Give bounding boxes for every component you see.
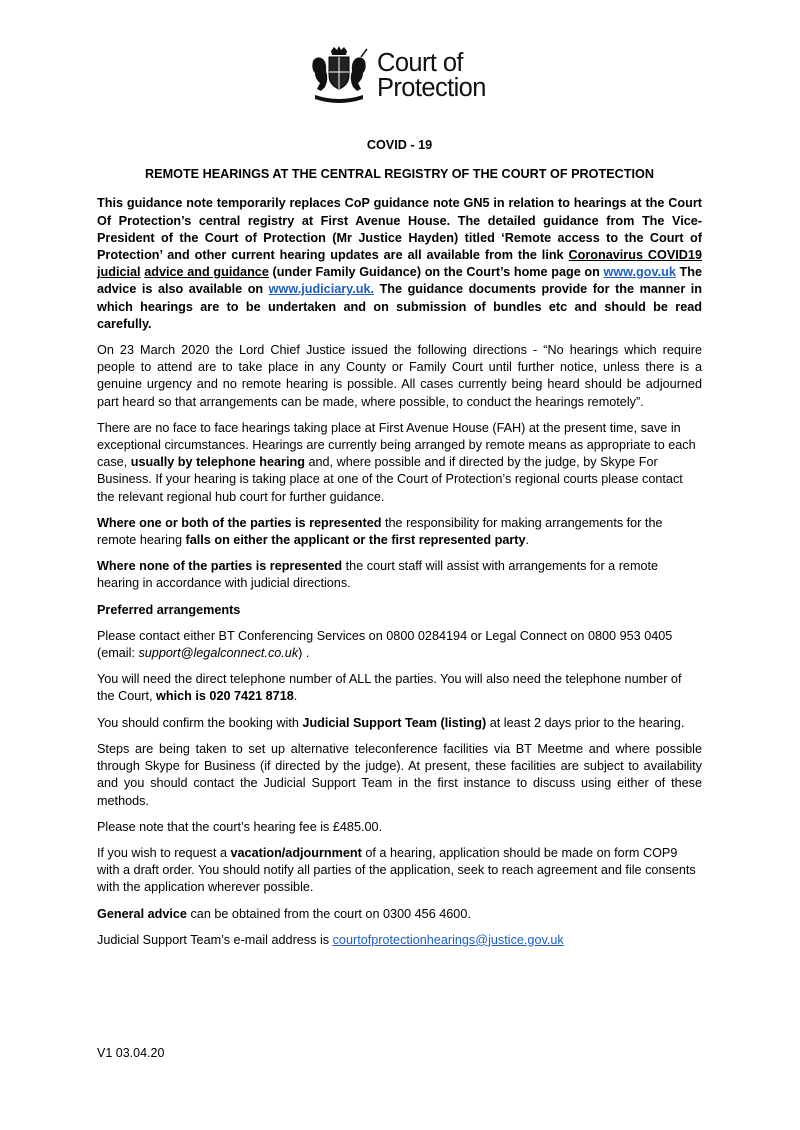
confirm-text-1: You should confirm the booking with <box>97 715 303 730</box>
steps-paragraph: Steps are being taken to set up alternative teleconference facilities via BT Meetme and where possible through Skype for Business (if directed by the judge). At present, these facilities are subject to availability and you should contact the Judicial Support Team in the first instance to discuss using either of these methods. <box>97 741 702 808</box>
fee-paragraph: Please note that the court’s hearing fee is £485.00. <box>97 819 383 834</box>
contact-text-1: Please contact either BT Conferencing Services on 0800 0284194 or Legal Connect on 0800 953 0405 (email: <box>97 628 673 661</box>
phone-paragraph <box>97 671 702 705</box>
general-advice-paragraph <box>97 906 702 923</box>
covid-guidance-link[interactable]: Coronavirus COVID19 judicial <box>97 248 702 280</box>
represented-bold-2: falls on either the applicant or the first represented party <box>185 533 526 548</box>
represented-bold-1: Where one or both of the parties is represented <box>97 515 382 530</box>
judicial-support-team-listing: Judicial Support Team (listing) <box>302 715 487 730</box>
court-email-link[interactable]: courtofprotectionhearings@justice.gov.uk <box>332 932 564 947</box>
none-represented-text: the court staff will assist with arrangements for a remote hearing in accordance with judicial directions. <box>97 559 659 591</box>
general-advice-bold: General advice <box>97 906 187 921</box>
fah-text-2: and, where possible and if directed by the judge, by Skype For Business. If your hearing is taking place at one of the Court of Protection’s regional courts please contact the relevant regional hub court for further guidance. <box>97 455 683 504</box>
fah-bold-1: usually by telephone hearing <box>130 455 305 470</box>
judiciary-uk-link[interactable]: www.judiciary.uk. <box>268 282 375 297</box>
represented-text-1: the responsibility for making arrangements for the remote hearing <box>97 515 663 548</box>
adjourn-bold: vacation/adjournment <box>230 845 362 860</box>
document-subtitle: REMOTE HEARINGS AT THE CENTRAL REGISTRY OF THE COURT OF PROTECTION <box>145 167 654 182</box>
adjourn-text-1: If you wish to request a <box>97 845 231 860</box>
intro-text-3: (under Family Guidance) on the Court’s home page on <box>268 265 604 280</box>
fah-paragraph <box>97 420 702 506</box>
phone-text-1: You will need the direct telephone number of ALL the parties. You will also need the telephone number of the Court, <box>97 672 682 704</box>
logo-line-2: Protection <box>377 74 486 102</box>
adjournment-paragraph <box>97 845 702 897</box>
none-represented-bold: Where none of the parties is represented <box>97 559 343 574</box>
version-footer: V1 03.04.20 <box>97 1046 165 1060</box>
email-text: Judicial Support Team’s e-mail address is <box>97 932 333 947</box>
royal-coat-of-arms-icon <box>307 45 371 107</box>
document-body <box>97 137 702 958</box>
document-title: COVID - 19 <box>366 138 433 152</box>
confirm-paragraph <box>97 715 702 732</box>
legalconnect-email: support@legalconnect.co.uk <box>138 646 299 661</box>
represented-text-2: . <box>525 533 530 548</box>
directions-paragraph: On 23 March 2020 the Lord Chief Justice issued the following directions - “No hearings which require people to attend are to take place in any County or Family Court until further notice, unless there is a genuine urgency and no remote hearing is possible. All cases currently being heard should be adjourned part heard so that arrangements can be made, where possible, to conduct the hearings remotely”. <box>97 343 702 409</box>
intro-text-5: The guidance documents provide for the manner in which hearings are to be undertaken and on submission of bundles etc and should be read carefully. <box>97 282 702 331</box>
court-of-protection-logo <box>307 44 497 108</box>
represented-paragraph <box>97 515 702 549</box>
advice-guidance-link[interactable]: advice and guidance <box>144 265 269 280</box>
adjourn-text-2: of a hearing, application should be made on form COP9 with a draft order. You should notify all parties of the application, seek to reach agreement and file consents with the application wherever possible. <box>97 845 696 895</box>
intro-paragraph <box>97 195 702 333</box>
preferred-arrangements-heading: Preferred arrangements <box>97 602 241 617</box>
logo-wordmark <box>377 51 486 101</box>
gov-uk-link[interactable]: www.gov.uk <box>603 265 676 280</box>
fah-text-1: There are no face to face hearings taking place at First Avenue House (FAH) at the present time, save in exceptional circumstances. Hearings are currently being arranged by remote means as appropriate to each case, <box>97 420 696 470</box>
email-paragraph <box>97 932 702 949</box>
contact-text-2: ) . <box>298 646 310 661</box>
confirm-text-2: at least 2 days prior to the hearing. <box>486 715 685 730</box>
contact-paragraph <box>97 628 702 662</box>
logo-line-1: Court of <box>377 49 463 77</box>
general-advice-text: can be obtained from the court on 0300 456 4600. <box>186 906 471 921</box>
phone-text-2: . <box>293 689 298 704</box>
intro-text-4: The advice is also available on <box>97 265 702 297</box>
none-represented-paragraph <box>97 558 702 592</box>
intro-text-1: This guidance note temporarily replaces CoP guidance note GN5 in relation to hearings at the Court Of Protection’s central registry at First Avenue House. The detailed guidance from The Vice-President of the Court of Protection (Mr Justice Hayden) titled ‘Remote access to the Court of Protection’ and other current hearing updates are all available from the link <box>97 196 702 263</box>
court-phone-number: which is 020 7421 8718 <box>156 689 294 704</box>
